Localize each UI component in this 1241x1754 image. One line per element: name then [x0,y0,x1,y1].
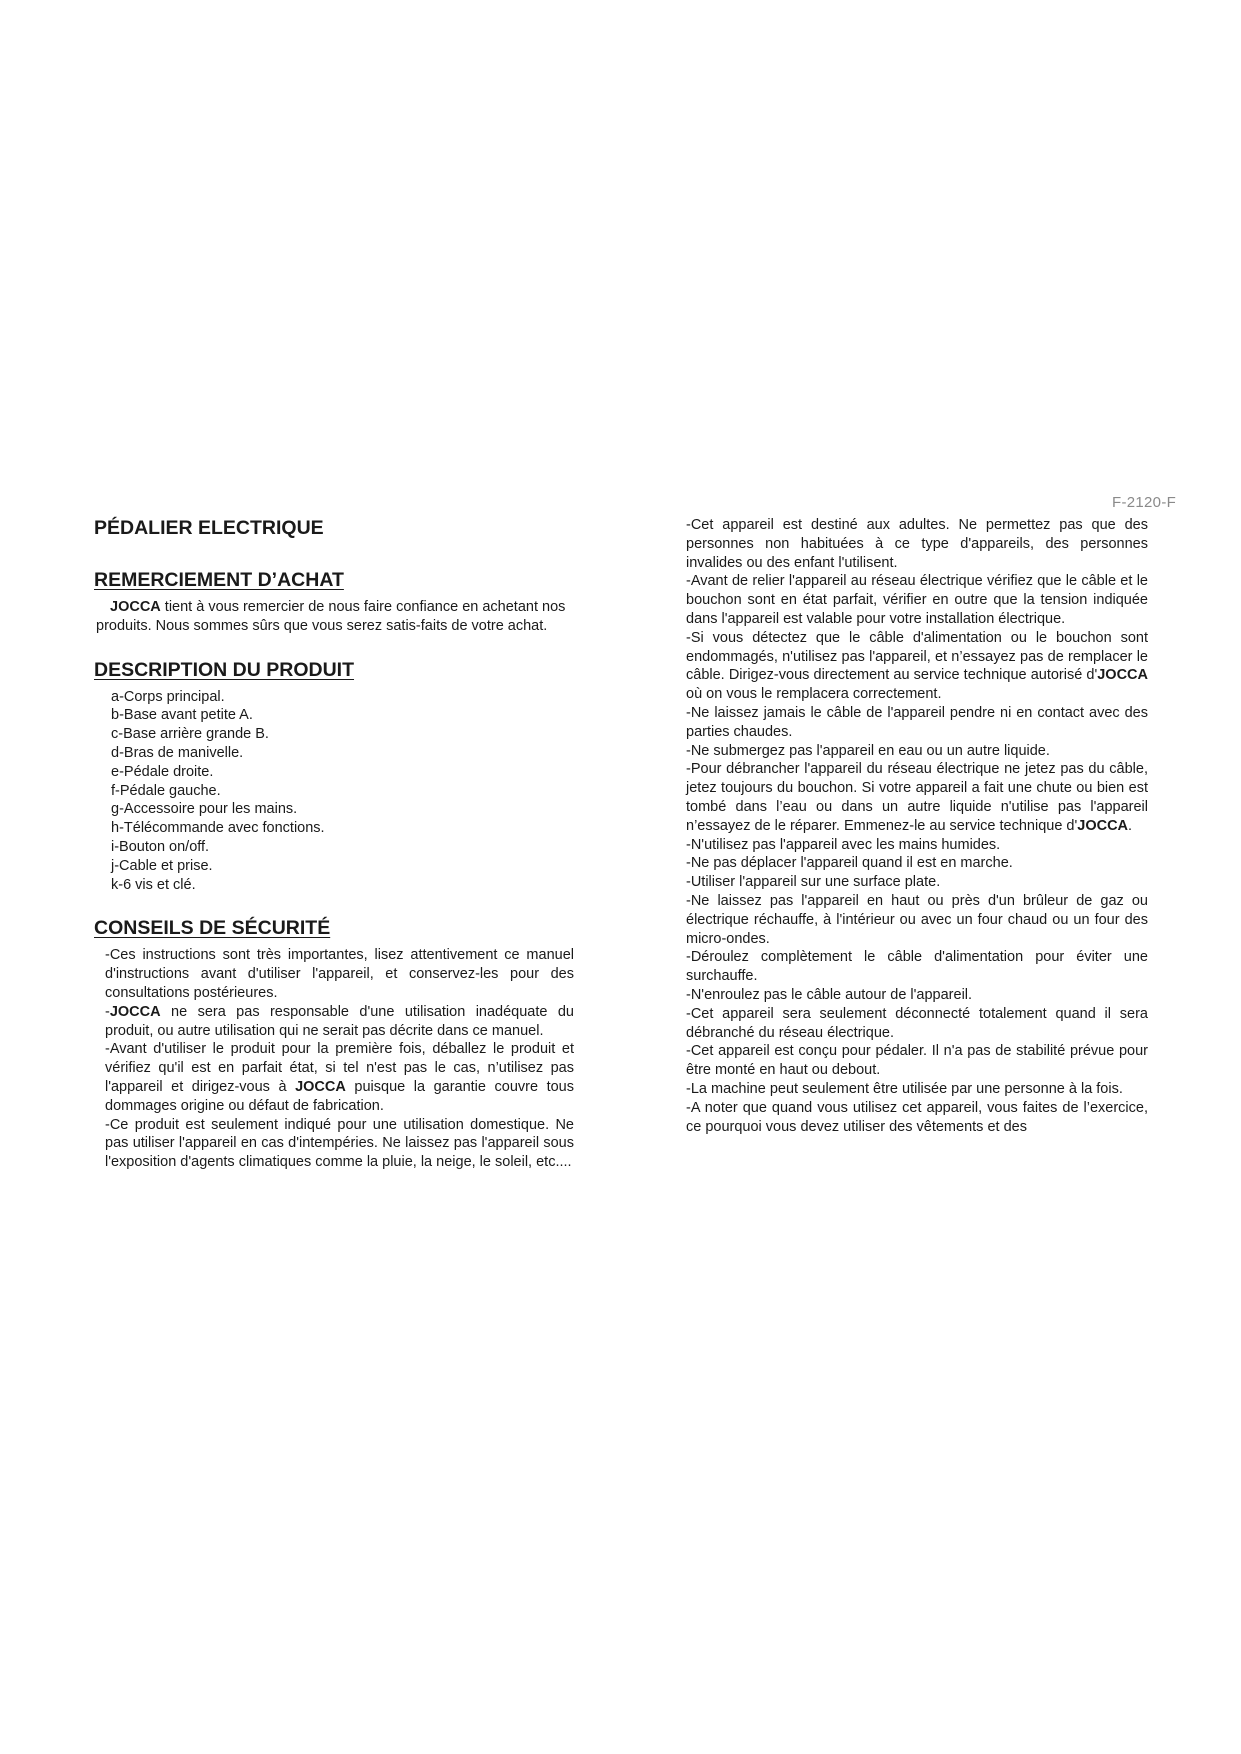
safety-paragraph: -Ne laissez jamais le câble de l'appareil pendre ni en contact avec des parties chaudes. [686,704,1148,740]
thanks-text: tient à vous remercier de nous faire confiance en achetant nos produits. Nous sommes sûrs que vous serez satis-faits de votre achat. [96,599,566,634]
safety-paragraph: -Avant de relier l'appareil au réseau électrique vérifiez que le câble et le bouchon sont en état parfait, vérifier en outre que la tension indiquée dans l'appareil est valable pour votre installation électrique. [686,573,1148,627]
list-item: h-Télécommande avec fonctions. [111,820,325,837]
list-item: a-Corps principal. [111,688,225,705]
safety-paragraph: -A noter que quand vous utilisez cet appareil, vous faites de l’exercice, ce pourquoi vous devez utiliser des vêtements et des [686,1099,1148,1135]
left-column [94,516,574,1172]
safety-paragraph: -Ces instructions sont très importantes, lisez attentivement ce manuel d'instructions avant d'utiliser l'appareil, et conservez-les pour des consultations postérieures. [105,947,574,1001]
brand-name: JOCCA [109,1003,161,1020]
list-item: f-Pédale gauche. [111,782,221,799]
safety-paragraph: -Ne pas déplacer l'appareil quand il est en marche. [686,855,1013,872]
list-item: b-Base avant petite A. [111,707,253,724]
safety-paragraph: -N'utilisez pas l'appareil avec les mains humides. [686,836,1001,853]
brand-name: JOCCA [1077,817,1129,834]
safety-paragraph: -Utiliser l'appareil sur une surface plate. [686,874,941,891]
safety-text: ne sera pas responsable d'une utilisation inadéquate du produit, ou autre utilisation qui ne serait pas décrite dans ce manuel. [105,1003,574,1039]
list-item: i-Bouton on/off. [111,838,210,855]
brand-name: JOCCA [110,599,161,615]
safety-paragraph: -La machine peut seulement être utilisée par une personne à la fois. [686,1080,1123,1097]
safety-paragraph: -Ce produit est seulement indiqué pour une utilisation domestique. Ne pas utiliser l'appareil en cas d'intempéries. Ne laissez pas l'appareil sous l'exposition d'agents climatiques comme la pluie, la neige, le soleil, etc.... [105,1116,574,1171]
safety-text: . [1128,817,1133,834]
dash: - [105,1003,110,1020]
brand-name: JOCCA [295,1078,346,1095]
list-item: d-Bras de manivelle. [111,744,244,761]
safety-paragraph [105,1003,574,1041]
document-title: PÉDALIER ELECTRIQUE [94,517,324,539]
safety-paragraph: -Cet appareil sera seulement déconnecté totalement quand il sera débranché du réseau électrique. [686,1005,1148,1041]
list-item: e-Pédale droite. [111,763,214,780]
safety-paragraph: -N'enroulez pas le câble autour de l'appareil. [686,986,973,1003]
list-item: j-Cable et prise. [111,857,213,874]
product-parts-list [94,688,574,895]
safety-paragraph: -Ne submergez pas l'appareil en eau ou un autre liquide. [686,742,1050,759]
safety-text: où on vous le remplacera correctement. [686,686,942,703]
safety-paragraph [686,629,1148,704]
page-code: F-2120-F [1112,494,1177,511]
safety-text: -Si vous détectez que le câble d'alimentation ou le bouchon sont endommagés, n'utilisez pas l'appareil, et n’essayez pas de remplacer le câble. Dirigez-vous directement au service technique autorisé d' [686,629,1148,684]
safety-heading: CONSEILS DE SÉCURITÉ [94,917,331,940]
list-item: k-6 vis et clé. [111,876,196,893]
safety-paragraph [686,760,1148,835]
list-item: c-Base arrière grande B. [111,726,269,743]
safety-paragraph [105,1040,574,1115]
brand-name: JOCCA [1097,667,1148,684]
list-item: g-Accessoire pour les mains. [111,801,298,818]
safety-paragraph: -Ne laissez pas l'appareil en haut ou près d'un brûleur de gaz ou électrique réchauffe, à l'intérieur ou avec un four chaud ou un four des micro-ondes. [686,892,1148,947]
thanks-heading: REMERCIEMENT D’ACHAT [94,569,344,591]
safety-text: puisque la garantie couvre tous dommages origine ou défaut de fabrication. [105,1078,574,1114]
thanks-paragraph [94,598,574,636]
safety-text: -Avant d'utiliser le produit pour la première fois, déballez le produit et vérifiez qu'il est en parfait état, si tel n'est pas le cas, n’utilisez pas l'appareil et dirigez-vous à [105,1041,574,1095]
safety-paragraph: -Cet appareil est conçu pour pédaler. Il n'a pas de stabilité prévue pour être monté en haut ou debout. [686,1043,1148,1079]
safety-left-block [94,946,574,1172]
safety-paragraph: -Cet appareil est destiné aux adultes. Ne permettez pas que des personnes non habituées à ce type d'appareils, des personnes invalides ou des enfant l'utilisent. [686,517,1148,571]
safety-paragraph: -Déroulez complètement le câble d'alimentation pour éviter une surchauffe. [686,949,1148,985]
safety-text: -Pour débrancher l'appareil du réseau électrique ne jetez pas du câble, jetez toujours du bouchon. Si votre appareil a fait une chute ou bien est tombé dans l’eau ou dans un autre liquide n'utilise pas l'appareil n’essayez de le réparer. Emmenez-le au service technique d' [686,761,1148,834]
right-column [686,516,1148,1136]
description-heading: DESCRIPTION DU PRODUIT [94,658,355,681]
